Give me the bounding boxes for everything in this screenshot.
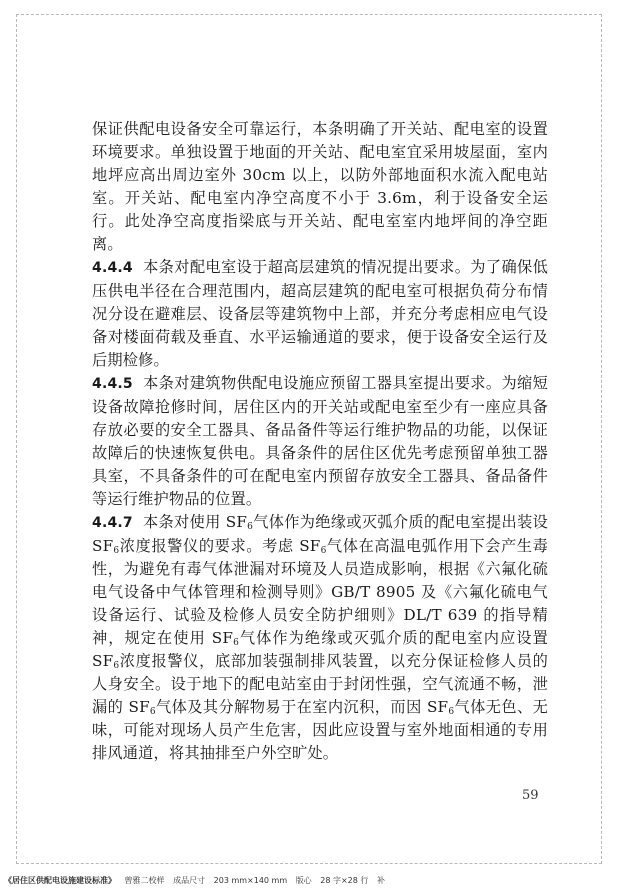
- subscript: 6: [320, 546, 327, 556]
- print-footer: [4, 875, 616, 887]
- footer-size-label: 成品尺寸: [173, 876, 206, 885]
- subscript: 6: [233, 638, 240, 648]
- paragraph-text: 浓度报警仪，底部加装强制排风装置，以充分保证检修人员的人身安全。设于地下的配电站室由于封闭性强，空气流通不畅，泄漏的 SF: [92, 652, 548, 716]
- paragraph-text: 气体无色、无味，可能对现场人员产生危害，因此应设置与室外地面相通的专用排风通道，将其抽排至户外空旷处。: [92, 698, 549, 762]
- clause-number: 4.4.5: [92, 376, 133, 392]
- paragraph-text: 浓度报警仪的要求。考虑 SF: [119, 537, 321, 555]
- footer-proof: 曾雅二校样: [124, 876, 165, 885]
- subscript: 6: [448, 707, 455, 717]
- paragraph-text: 本条对使用 SF: [142, 513, 248, 531]
- footer-layout-label: 版心: [295, 876, 312, 885]
- body-text: [92, 118, 548, 765]
- subscript: 6: [113, 661, 120, 671]
- paragraph-text: 气体在高温电弧作用下会产生毒性，为避免有毒气体泄漏对环境及人员造成影响，根据《六氟化硫电气设备中气体管理和检测导则》GB/T 8905 及《六氟化硫电气设备运行、试验及检修人员安全防护细则》DL/T 639 的指导精神，规定在使用 SF: [92, 537, 548, 647]
- subscript: 6: [247, 522, 254, 532]
- paragraph-text: 气体及其分解物易于在室内沉积，而因 SF: [155, 698, 449, 716]
- subscript: 6: [113, 546, 120, 556]
- page-number: 59: [522, 788, 539, 803]
- paragraph-text: 气体作为绝缘或灭弧介质的配电室提出装设 SF: [92, 513, 548, 555]
- paragraph-text: 保证供配电设备安全可靠运行，本条明确了开关站、配电室的设置环境要求。单独设置于地面的开关站、配电室宜采用坡屋面，室内地坪应高出周边室外 30cm 以上，以防外部地面积水流入配电站室。开关站、配电室内净空高度不小于 3.6m，利于设备安全运行。此处净空高度指梁底与开关站、配电室室内地坪间的净空距离。: [92, 120, 548, 253]
- paragraph: [92, 511, 548, 765]
- paragraph: [92, 256, 548, 372]
- paragraph-text: 本条对建筑物供配电设施应预留工器具室提出要求。为缩短设备故障抢修时间，居住区内的开关站或配电室至少有一座应具备存放必要的安全工器具、备品备件等运行维护物品的功能，以保证故障后的快速恢复供电。具备条件的居住区优先考虑预留单独工器具室，不具备条件的可在配电室内预留存放安全工器具、备品备件等运行维护物品的位置。: [92, 374, 548, 508]
- paragraph: [92, 118, 548, 256]
- paragraph: [92, 372, 548, 511]
- footer-size: 203 mm×140 mm: [213, 876, 288, 885]
- paragraph-text: 本条对配电室设于超高层建筑的情况提出要求。为了确保低压供电半径在合理范围内，超高层建筑的配电室可根据负荷分布情况分设在避难层、设备层等建筑物中上部，并充分考虑相应电气设备对楼面荷载及垂直、水平运输通道的要求，便于设备安全运行及后期检修。: [92, 258, 548, 369]
- footer-book-title: 《居住区供配电设施建设标准》: [4, 876, 116, 885]
- footer-layout: 28 字×28 行: [320, 876, 369, 885]
- footer-tail: 补: [376, 876, 385, 885]
- clause-number: 4.4.4: [92, 260, 133, 276]
- clause-number: 4.4.7: [92, 515, 133, 531]
- paragraph-text: 气体作为绝缘或灭弧介质的配电室内应设置 SF: [92, 629, 548, 670]
- subscript: 6: [149, 707, 156, 717]
